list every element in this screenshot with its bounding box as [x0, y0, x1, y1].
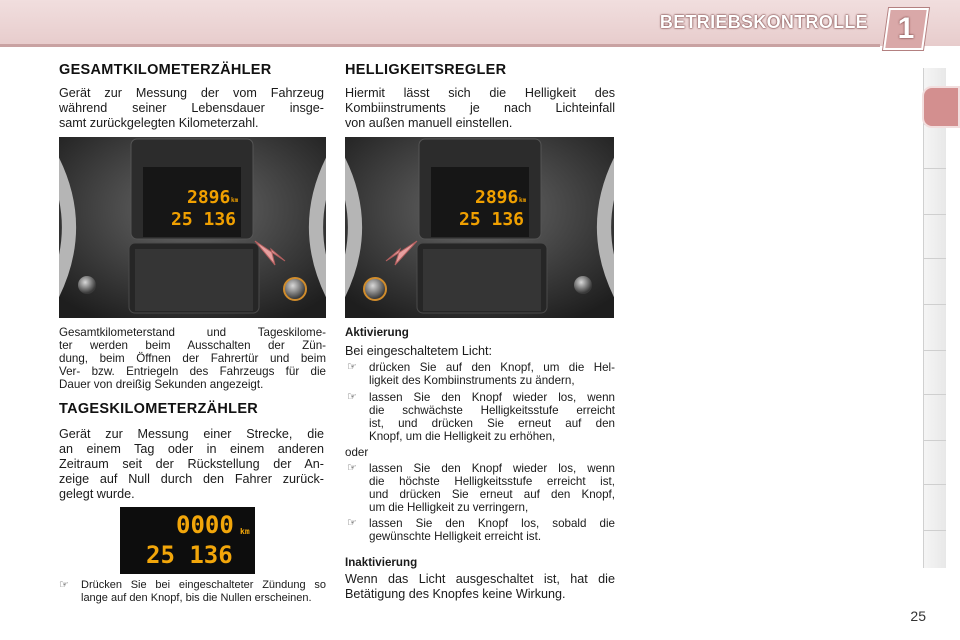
instruction-step-1 — [347, 361, 615, 387]
active-chapter-tab — [922, 86, 960, 128]
text-line: die höchste Helligkeitsstufe erreicht ist, — [369, 475, 615, 488]
text-line: Gerät zur Messung einer Strecke, die — [59, 427, 324, 441]
instruction-step-2 — [347, 391, 615, 443]
intro-paragraph — [59, 86, 324, 131]
tab-divider — [924, 394, 946, 395]
reset-instruction — [59, 579, 326, 605]
odometer-trip-readout: 2896 — [187, 187, 231, 208]
page-number: 25 — [910, 608, 926, 624]
text-line: Kombiinstruments je nach Lichteinfall — [345, 101, 615, 115]
text-line: zeige auf Null durch den Fahrer zurück- — [59, 472, 324, 486]
text-line: lassen Sie den Knopf los, sobald die — [369, 517, 615, 530]
header-rule — [0, 44, 880, 47]
deactivation-paragraph — [345, 572, 615, 602]
brightness-intro-paragraph — [345, 86, 615, 131]
text-line: von außen manuell einstellen. — [345, 116, 513, 130]
chapter-number: 1 — [897, 12, 915, 45]
text-line: Wenn das Licht ausgeschaltet ist, hat die — [345, 572, 615, 586]
display-info-paragraph — [59, 326, 326, 391]
trip-paragraph — [59, 427, 324, 502]
tab-divider — [924, 168, 946, 169]
heading-tageskilometerzaehler: TAGESKILOMETERZÄHLER — [59, 401, 259, 417]
instrument-cluster-photo — [59, 137, 326, 318]
text-line: lange auf den Knopf, bis die Nullen erscheinen. — [81, 592, 312, 604]
tab-divider — [924, 258, 946, 259]
total-readout: 25 136 — [146, 541, 233, 569]
text-line: Betätigung des Knopfes keine Wirkung. — [345, 587, 566, 601]
instruction-step-3 — [347, 462, 615, 514]
instruction-step-4 — [347, 517, 615, 543]
text-line: ist, und drücken Sie erneut auf den — [369, 417, 615, 430]
tab-divider — [924, 350, 946, 351]
text-line: Knopf, um die Helligkeit zu erhöhen, — [369, 430, 556, 443]
text-line: Ver- bzw. Entriegeln des Fahrzeugs für die — [59, 365, 326, 378]
activation-lead: Bei eingeschaltetem Licht: — [345, 344, 493, 358]
text-line: die schwächste Helligkeitsstufe erreicht — [369, 404, 615, 417]
heading-gesamtkilometerzaehler: GESAMTKILOMETERZÄHLER — [59, 62, 272, 78]
odometer-total-readout: 25 136 — [171, 209, 237, 230]
text-line: gelegt wurde. — [59, 487, 135, 501]
pointing-hand-icon: ☞ — [347, 391, 357, 403]
brightness-cluster-photo — [345, 137, 614, 318]
tab-divider — [924, 440, 946, 441]
text-line: und drücken Sie erneut auf den Knopf, — [369, 488, 615, 501]
text-line: an einem Tag oder in einem anderen — [59, 442, 324, 456]
text-line: Zeitraum seit der Rückstellung der An- — [59, 457, 324, 471]
text-line: dung, beim Öffnen der Fahrertür und beim — [59, 352, 326, 365]
odometer-total-readout: 25 136 — [459, 209, 525, 230]
pointing-hand-icon: ☞ — [347, 462, 357, 474]
text-line: drücken Sie auf den Knopf, um die Hel- — [369, 361, 615, 374]
pointing-hand-icon: ☞ — [347, 517, 357, 529]
text-line: ter werden beim Ausschalten der Zün- — [59, 339, 326, 352]
text-line: Hiermit lässt sich die Helligkeit des — [345, 86, 615, 100]
tab-divider — [924, 304, 946, 305]
activation-heading: Aktivierung — [345, 326, 409, 339]
text-line: ligkeit des Kombiinstruments zu ändern, — [369, 374, 575, 387]
or-separator: oder — [345, 446, 369, 459]
odometer-unit: km — [519, 197, 527, 204]
tab-divider — [924, 530, 946, 531]
odometer-trip-readout: 2896 — [475, 187, 519, 208]
text-line: gewünschte Helligkeit erreicht ist. — [369, 530, 542, 543]
text-line: Dauer von dreißig Sekunden angezeigt. — [59, 378, 264, 391]
tab-divider — [924, 484, 946, 485]
text-line: Drücken Sie bei eingeschalteter Zündung so — [81, 579, 326, 591]
chapter-title: BETRIEBSKONTROLLE — [659, 12, 868, 32]
chapter-tabs — [923, 68, 946, 568]
chapter-number-badge — [883, 8, 929, 50]
trip-zero-readout: 0000 — [176, 511, 234, 539]
text-line: um die Helligkeit zu verringern, — [369, 501, 529, 514]
deactivation-heading: Inaktivierung — [345, 556, 418, 569]
text-line: lassen Sie den Knopf wieder los, wenn — [369, 462, 615, 475]
text-line: Gesamtkilometerstand und Tageskilome- — [59, 326, 326, 339]
pointing-hand-icon: ☞ — [59, 579, 69, 591]
text-line: Gerät zur Messung der vom Fahrzeug — [59, 86, 324, 100]
text-line: samt zurückgelegten Kilometerzahl. — [59, 116, 259, 130]
trip-display-unit: km — [240, 527, 250, 536]
text-line: während seiner Lebensdauer insge- — [59, 101, 324, 115]
trip-reset-display — [120, 507, 255, 574]
pointing-hand-icon: ☞ — [347, 361, 357, 373]
tab-divider — [924, 214, 946, 215]
text-line: lassen Sie den Knopf wieder los, wenn — [369, 391, 615, 404]
heading-helligkeitsregler: HELLIGKEITSREGLER — [345, 62, 507, 78]
odometer-unit: km — [231, 197, 239, 204]
